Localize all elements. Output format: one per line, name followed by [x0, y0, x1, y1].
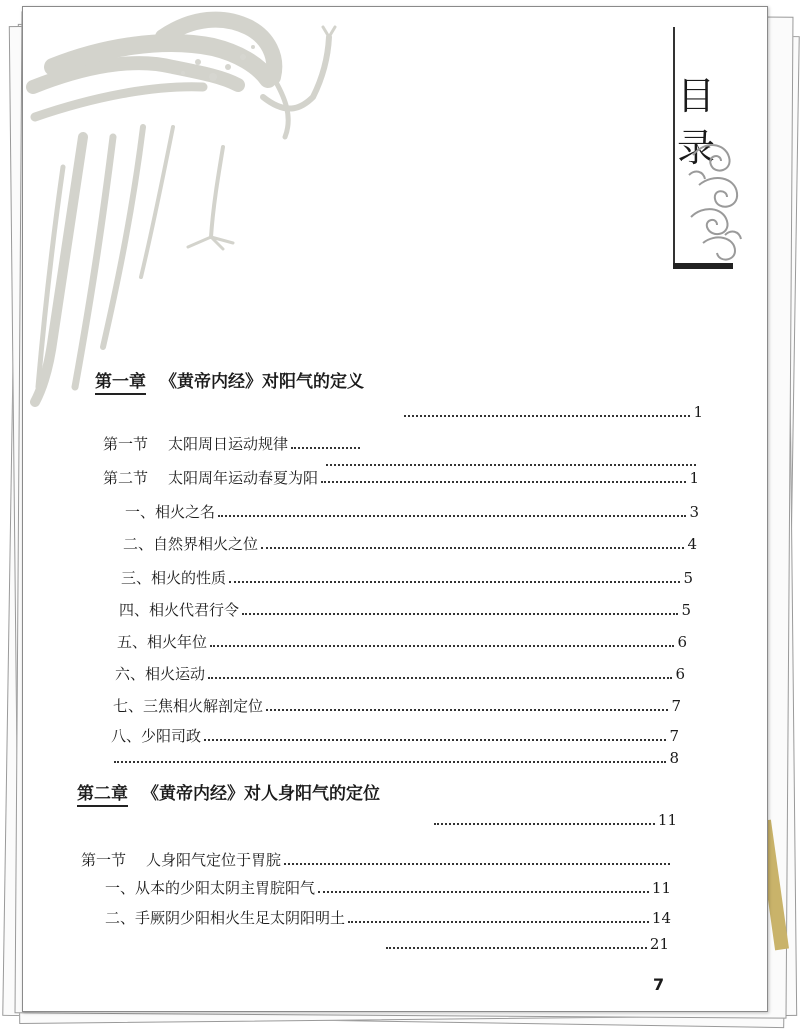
item-1-8-label: 八、少阳司政 — [111, 727, 202, 745]
item-1-1-page: 3 — [689, 503, 699, 521]
item-1-5-label: 五、相火年位 — [117, 633, 208, 651]
leader-dots — [321, 480, 686, 483]
chapter-1-leader — [401, 403, 703, 421]
item-1-2-page: 4 — [687, 535, 697, 553]
item-1-5 — [117, 631, 687, 652]
item-1-3-page: 5 — [683, 569, 693, 587]
leader-dots — [114, 760, 666, 763]
item-1-3 — [121, 567, 693, 588]
leader-dots — [261, 546, 684, 549]
chapter-2-heading — [77, 779, 380, 804]
leader-dots — [291, 446, 360, 449]
chapter-1-number: 第一章 — [95, 372, 146, 395]
chapter-2-number: 第二章 — [77, 784, 128, 807]
leader-dots — [266, 708, 668, 711]
section-2-1-title: 人身阳气定位于胃脘 — [146, 851, 282, 869]
leader-dots — [208, 676, 672, 679]
page-number: 7 — [653, 975, 665, 994]
leader-dots — [348, 920, 649, 923]
item-2-1 — [105, 877, 671, 898]
item-1-4-page: 5 — [681, 601, 691, 619]
item-1-7 — [113, 695, 681, 716]
chapter-2-trailing-page: 21 — [649, 935, 669, 953]
toc-title-char-1: 目 — [677, 74, 716, 118]
leader-dots — [318, 890, 649, 893]
item-1-3-label: 三、相火的性质 — [121, 569, 227, 587]
item-1-5-page: 6 — [677, 633, 687, 651]
item-2-1-label: 一、从本的少阳太阴主胃脘阳气 — [105, 879, 316, 897]
chapter-2-page: 11 — [657, 811, 677, 829]
section-1-2-title: 太阳周年运动春夏为阳 — [168, 469, 319, 487]
item-1-7-page: 7 — [671, 697, 681, 715]
item-2-1-page: 11 — [651, 879, 671, 897]
chapter-1-trailing-line — [111, 749, 679, 767]
leader-dots — [284, 862, 670, 865]
leader-dots — [210, 644, 674, 647]
chapter-1-title: 《黄帝内经》对阳气的定义 — [160, 372, 364, 392]
section-1-1 — [103, 433, 363, 454]
item-1-7-label: 七、三焦相火解剖定位 — [113, 697, 264, 715]
leader-dots — [229, 580, 680, 583]
leader-dots — [218, 514, 686, 517]
item-1-8 — [111, 725, 679, 746]
item-2-2-page: 14 — [651, 909, 671, 927]
item-1-6 — [115, 663, 685, 684]
item-1-6-label: 六、相火运动 — [115, 665, 206, 683]
section-2-1-number: 第一节 — [81, 851, 127, 869]
title-vertical-rule — [673, 27, 675, 267]
toc-title-char-2: 录 — [677, 126, 716, 170]
chapter-2-leader — [431, 811, 677, 829]
item-1-6-page: 6 — [675, 665, 685, 683]
chapter-2-title: 《黄帝内经》对人身阳气的定位 — [142, 784, 380, 804]
item-1-2 — [123, 533, 697, 554]
section-1-1-number: 第一节 — [103, 435, 149, 453]
leader-dots — [326, 463, 696, 466]
section-1-2-page: 1 — [689, 469, 699, 487]
section-1-2-number: 第二节 — [103, 469, 149, 487]
section-1-1-title: 太阳周日运动规律 — [168, 435, 289, 453]
section-2-1 — [81, 849, 673, 870]
chapter-1-heading — [95, 367, 364, 392]
leader-dots — [404, 414, 690, 417]
crane-bird-illustration — [23, 7, 383, 407]
chapter-2-trailing-line — [383, 935, 669, 953]
item-1-4-label: 四、相火代君行令 — [119, 601, 240, 619]
item-2-2-label: 二、手厥阴少阳相火生足太阴阳明土 — [105, 909, 346, 927]
leader-dots — [242, 612, 678, 615]
toc-page — [22, 6, 768, 1012]
leader-dots — [386, 946, 647, 949]
leader-dots — [204, 738, 666, 741]
item-1-1 — [125, 501, 699, 522]
cloud-pattern-icon — [685, 135, 745, 265]
item-2-2 — [105, 907, 671, 928]
item-1-4 — [119, 599, 691, 620]
item-1-2-label: 二、自然界相火之位 — [123, 535, 259, 553]
chapter-1-page: 1 — [693, 403, 703, 421]
toc-title-band — [663, 27, 745, 279]
leader-dots — [434, 822, 655, 825]
chapter-1-trailing-page: 8 — [669, 749, 679, 767]
item-1-1-label: 一、相火之名 — [125, 503, 216, 521]
title-base-bar — [673, 263, 733, 269]
section-1-2 — [103, 467, 699, 488]
item-1-8-page: 7 — [669, 727, 679, 745]
